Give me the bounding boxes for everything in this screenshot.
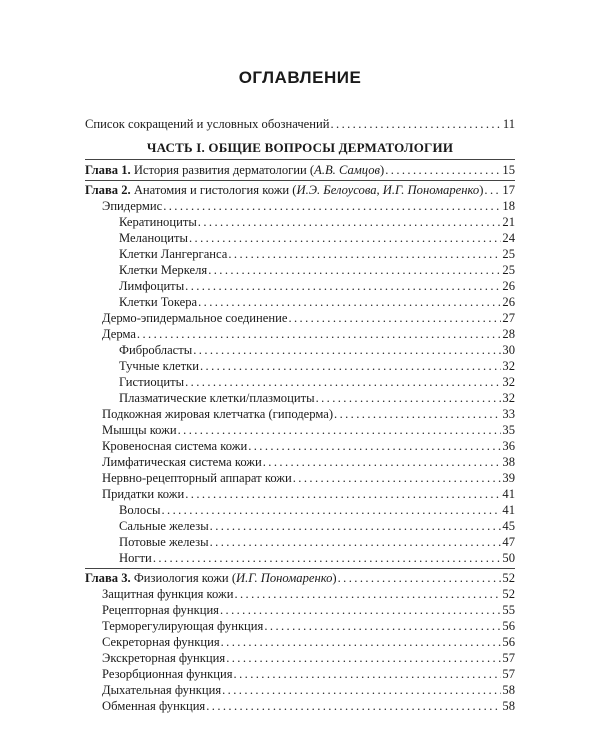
entry-page: 38 [502,455,515,469]
entry-page: 32 [502,359,515,373]
dot-leader [210,518,502,534]
part-heading: ЧАСТЬ I. ОБЩИЕ ВОПРОСЫ ДЕРМАТОЛОГИИ [146,140,454,155]
toc-chapter-3[interactable] [85,570,515,586]
dot-leader [220,602,501,618]
dot-leader [234,586,501,602]
entry-text: Защитная функция кожи [102,587,234,601]
entry-page: 28 [502,327,515,341]
dot-leader [248,438,501,454]
dot-leader [234,666,502,682]
chapter-title: Анатомия и гистология кожи ( [133,183,297,197]
entry-text: Волосы [119,503,161,517]
entry-page: 41 [502,487,515,501]
dot-leader [334,406,501,422]
chapter-title: Физиология кожи ( [133,571,237,585]
entry-text: Резорбционная функция [102,667,233,681]
entry-text: Кератиноциты [119,215,197,229]
entry-text: Дерма [102,327,136,341]
entry-text: Секреторная функция [102,635,220,649]
toc-entry[interactable] [119,214,515,230]
toc-entry[interactable] [102,602,515,618]
entry-page: 11 [502,117,515,131]
entry-text: Лимфоциты [119,279,185,293]
toc-entry[interactable] [102,406,515,422]
toc-entry[interactable] [102,698,515,714]
dot-leader [288,310,501,326]
toc-entry[interactable] [102,470,515,486]
dot-leader [263,454,502,470]
entry-text: Экскреторная функция [102,651,226,665]
chapter-text [85,182,483,198]
toc-entry[interactable] [119,358,515,374]
entry-text: Тучные клетки [119,359,199,373]
dot-leader [316,390,502,406]
dot-leader [228,246,501,262]
dot-leader [185,374,501,390]
chapter-text [85,570,337,586]
entry-text: Клетки Лангерганса [119,247,228,261]
chapter-title-close: ) [380,163,385,177]
toc-entry[interactable] [102,650,515,666]
toc-entry[interactable] [102,454,515,470]
entry-text: Ногти [119,551,152,565]
entry-text: Гистиоциты [119,375,185,389]
entry-page: 47 [502,535,515,549]
entry-page: 52 [502,587,515,601]
chapter-author: И.Г. Пономаренко [236,571,333,585]
dot-leader [198,214,502,230]
divider [85,159,515,160]
entry-page: 56 [502,619,515,633]
toc-entry[interactable] [102,682,515,698]
toc-entry[interactable] [102,310,515,326]
entry-text: Придатки кожи [102,487,185,501]
toc-entry[interactable] [119,294,515,310]
entry-page: 25 [502,247,515,261]
entry-page: 21 [502,215,515,229]
divider [85,180,515,181]
entry-page: 15 [502,163,515,177]
entry-page: 36 [502,439,515,453]
chapter-author: А.В. Самцов [314,163,381,177]
entry-page: 41 [502,503,515,517]
entry-text: Подкожная жировая клетчатка (гиподерма) [102,407,334,421]
dot-leader [161,502,501,518]
entry-text: Меланоциты [119,231,188,245]
entry-page: 52 [502,571,515,585]
dot-leader [163,198,501,214]
divider [85,568,515,569]
chapter-author: И.Э. Белоусова, И.Г. Пономаренко [296,183,480,197]
toc-entry[interactable] [102,326,515,342]
entry-page: 24 [502,231,515,245]
entry-text: Нервно-рецепторный аппарат кожи [102,471,292,485]
toc-entry[interactable] [119,230,515,246]
dot-leader [226,650,501,666]
chapter-text [85,162,384,178]
entry-text: Лимфатическая система кожи [102,455,262,469]
entry-text: Кровеносная система кожи [102,439,248,453]
toc-entry[interactable] [119,534,515,550]
entry-page: 56 [502,635,515,649]
entry-text: Терморегулирующая функция [102,619,264,633]
toc-entry[interactable] [102,586,515,602]
toc-entry[interactable] [102,666,515,682]
dot-leader [206,698,501,714]
dot-leader [178,422,502,438]
entry-page: 27 [502,311,515,325]
entry-page: 50 [502,551,515,565]
dot-leader [221,634,502,650]
toc-chapter-1[interactable] [85,162,515,178]
toc-entry[interactable] [119,278,515,294]
entry-text: Мышцы кожи [102,423,177,437]
toc-entry-abbreviations[interactable] [85,116,515,132]
entry-page: 26 [502,295,515,309]
entry-page: 25 [502,263,515,277]
chapter-title: История развития дерматологии ( [133,163,315,177]
chapter-label: Глава 3. [85,571,131,585]
entry-text: Потовые железы [119,535,209,549]
dot-leader [385,162,501,178]
chapter-label: Глава 2. [85,183,131,197]
entry-text: Дермо-эпидермальное соединение [102,311,288,325]
dot-leader [153,550,502,566]
toc-entry[interactable] [119,390,515,406]
dot-leader [189,230,501,246]
toc-entry[interactable] [119,246,515,262]
entry-page: 18 [502,199,515,213]
entry-page: 55 [502,603,515,617]
dot-leader [137,326,501,342]
entry-text: Плазматические клетки/плазмоциты [119,391,315,405]
chapter-title-close: ) [479,183,484,197]
entry-page: 32 [502,375,515,389]
entry-page: 57 [502,667,515,681]
entry-page: 45 [502,519,515,533]
toc-entry[interactable] [102,618,515,634]
dot-leader [198,294,501,310]
toc-entry[interactable] [119,342,515,358]
dot-leader [484,182,501,198]
entry-page: 26 [502,279,515,293]
entry-text: Эпидермис [102,199,163,213]
entry-page: 58 [502,683,515,697]
toc-entry[interactable] [102,438,515,454]
toc-chapter-2[interactable] [85,182,515,198]
toc-entry[interactable] [102,634,515,650]
chapter-title-close: ) [332,571,337,585]
toc-entry[interactable] [119,262,515,278]
entry-text: Обменная функция [102,699,206,713]
toc-entry[interactable] [119,374,515,390]
toc-entry[interactable] [102,422,515,438]
entry-page: 33 [502,407,515,421]
entry-text: Клетки Токера [119,295,198,309]
toc-entry[interactable] [102,198,515,214]
entry-page: 35 [502,423,515,437]
dot-leader [185,486,501,502]
dot-leader [222,682,501,698]
entry-text: Рецепторная функция [102,603,219,617]
toc-entry[interactable] [102,486,515,502]
entry-page: 57 [502,651,515,665]
toc-title: ОГЛАВЛЕНИЕ [238,68,362,87]
toc-entry[interactable] [119,518,515,534]
toc-entry[interactable] [119,502,515,518]
entry-text: Список сокращений и условных обозначений [85,117,330,131]
dot-leader [210,534,502,550]
entry-page: 30 [502,343,515,357]
dot-leader [264,618,501,634]
dot-leader [293,470,502,486]
entry-text: Сальные железы [119,519,209,533]
dot-leader [338,570,502,586]
entry-text: Дыхательная функция [102,683,222,697]
entry-page: 39 [502,471,515,485]
entry-text: Фибробласты [119,343,193,357]
entry-text: Клетки Меркеля [119,263,208,277]
dot-leader [193,342,501,358]
toc-entry[interactable] [119,550,515,566]
entry-page: 58 [502,699,515,713]
chapter-label: Глава 1. [85,163,131,177]
dot-leader [208,262,501,278]
dot-leader [200,358,501,374]
dot-leader [330,116,501,132]
entry-page: 17 [502,183,515,197]
entry-page: 32 [502,391,515,405]
dot-leader [185,278,501,294]
